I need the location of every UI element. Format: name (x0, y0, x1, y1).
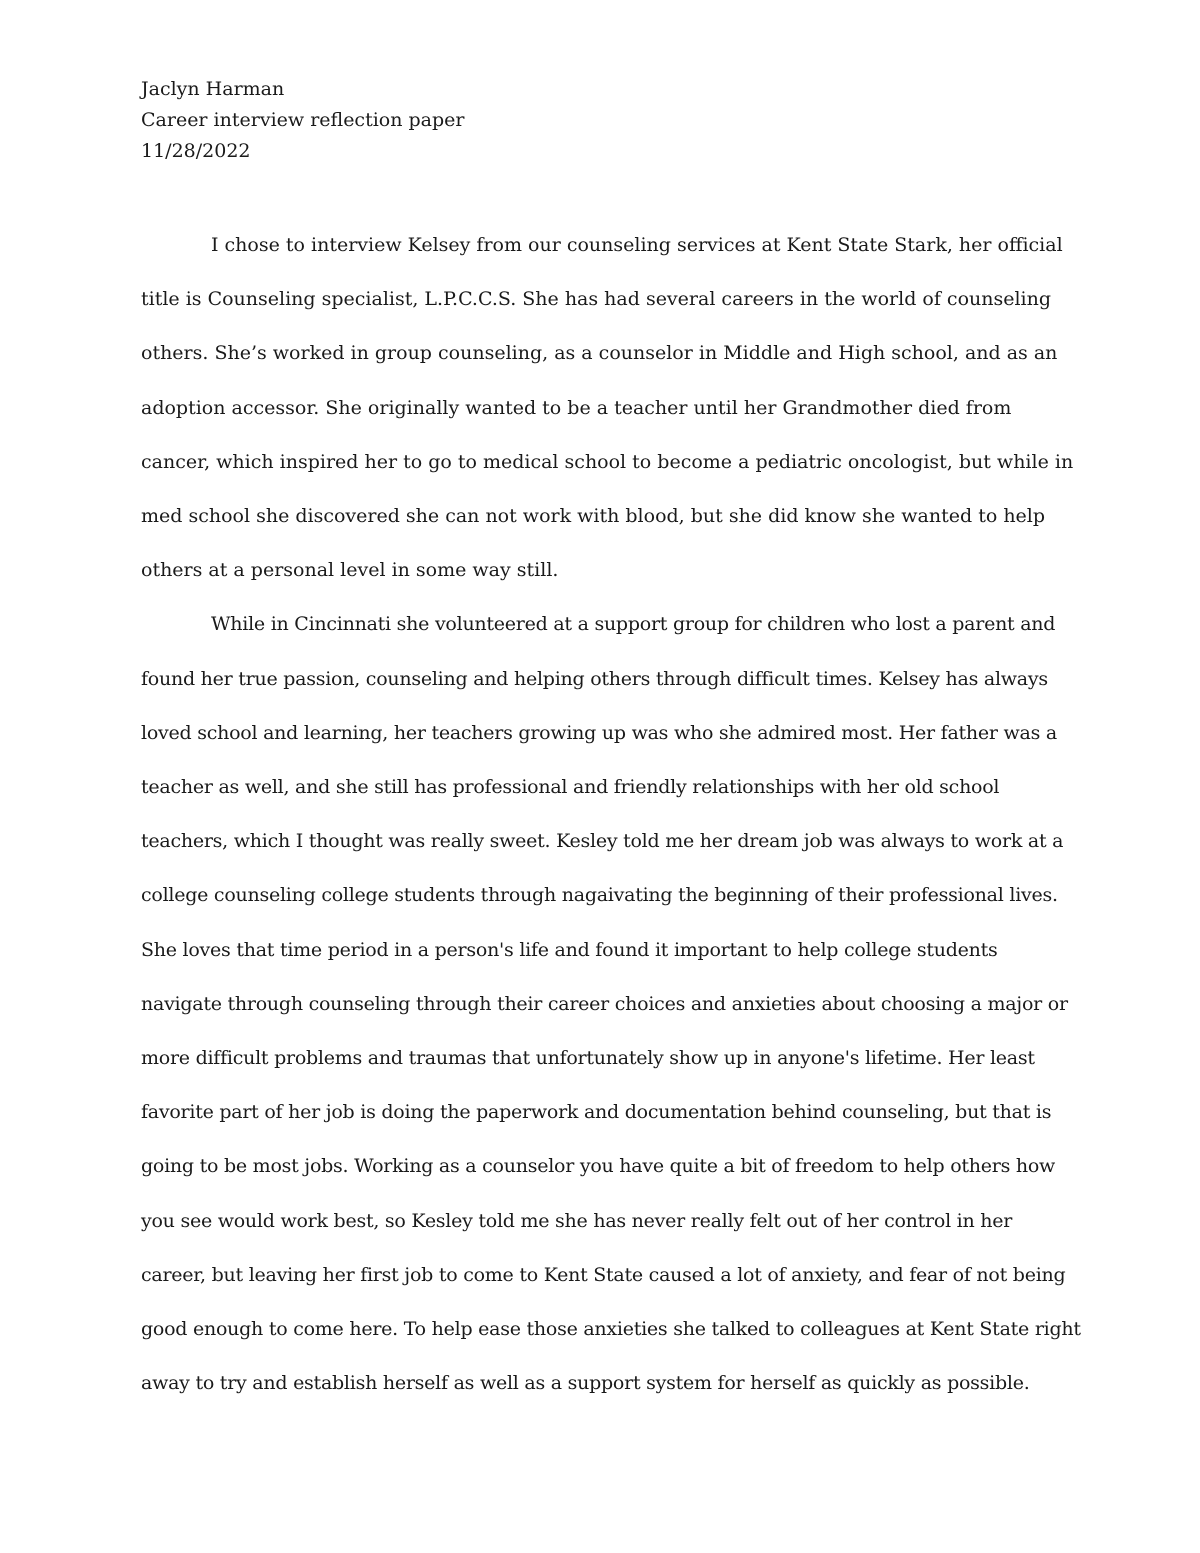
document-body (141, 218, 1081, 1410)
paragraph-2: While in Cincinnati she volunteered at a support group for children who lost a parent and found her true passion, counseling and helping others through difficult times. Kelsey has always loved school and learning, her teachers growing up was who she admired most. Her father was a teacher as well, and she still has professional and friendly relationships with her old school teachers, which I thought was really sweet. Kesley told me her dream job was always to work at a college counseling college students through nagaivating the beginning of their professional lives. She loves that time period in a person's life and found it important to help college students navigate through counseling through their career choices and anxieties about choosing a major or more difficult problems and traumas that unfortunately show up in anyone's lifetime. Her least favorite part of her job is doing the paperwork and documentation behind counseling, but that is going to be most jobs. Working as a counselor you have quite a bit of freedom to help others how you see would work best, so Kesley told me she has never really felt out of her control in her career, but leaving her first job to come to Kent State caused a lot of anxiety, and fear of not being good enough to come here. To help ease those anxieties she talked to colleagues at Kent State right away to try and establish herself as well as a support system for herself as quickly as possible. (141, 613, 1081, 1395)
author-name: Jaclyn Harman (141, 78, 285, 100)
document-date: 11/28/2022 (141, 140, 251, 162)
paragraph-1: I chose to interview Kelsey from our counseling services at Kent State Stark, her official title is Counseling specialist, L.P.C.C.S. She has had several careers in the world of counseling others. She’s worked in group counseling, as a counselor in Middle and High school, and as an adoption accessor. She originally wanted to be a teacher until her Grandmother died from cancer, which inspired her to go to medical school to become a pediatric oncologist, but while in med school she discovered she can not work with blood, but she did know she wanted to help others at a personal level in some way still. (141, 234, 1074, 582)
document-header (141, 74, 1081, 167)
document-title: Career interview reflection paper (141, 109, 465, 131)
